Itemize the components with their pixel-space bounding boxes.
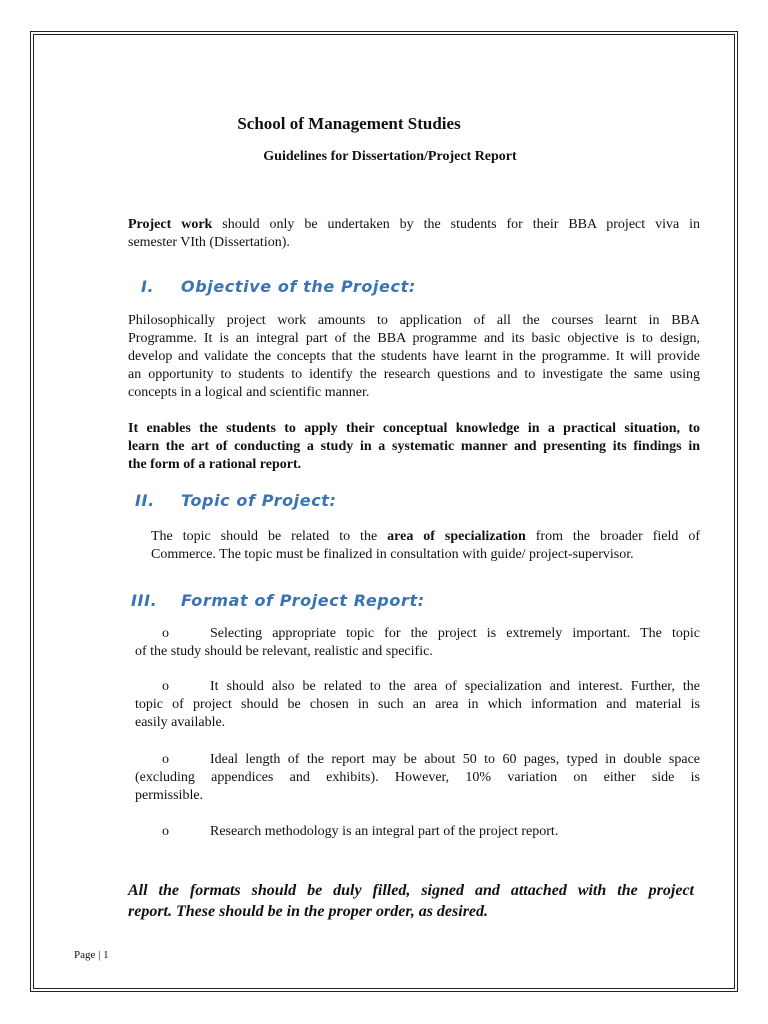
bullet-item	[162, 751, 700, 769]
bullet-line: (excluding appendices and exhibits). However, 10% variation on either side is	[135, 770, 700, 785]
section-2-line1-pre: The topic should be related to the	[151, 529, 388, 544]
section-1-line: Programme. It is an integral part of the BBA programme and its basic objective is to design,	[128, 331, 700, 346]
section-1-line: develop and validate the concepts that the students have learnt in the programme. It will provide	[128, 349, 700, 364]
section-1-number: I.	[141, 277, 155, 296]
bullet-line: Ideal length of the report may be about 50 to 60 pages, typed in double space	[210, 752, 700, 767]
bullet-item	[162, 678, 700, 696]
section-1-line: Philosophically project work amounts to application of all the courses learnt in BBA	[128, 313, 700, 328]
page-border-inner	[33, 34, 735, 989]
intro-lead: Project work	[128, 217, 213, 232]
closing-statement	[128, 880, 694, 922]
section-1-heading	[141, 277, 416, 296]
section-1-line: an opportunity to students to identify the research questions and to investigate the same using	[128, 367, 700, 382]
bullet-line: of the study should be relevant, realistic and specific.	[135, 644, 433, 659]
bullet-mark: o	[162, 679, 169, 694]
emphasis-line: learn the art of conducting a study in a systematic manner and presenting its findings in	[128, 439, 700, 454]
bullet-mark: o	[162, 626, 169, 641]
emphasis-line: It enables the students to apply their conceptual knowledge in a practical situation, to	[128, 421, 700, 436]
emphasis-line: the form of a rational report.	[128, 457, 302, 472]
section-3-number: III.	[131, 591, 158, 610]
section-1-title: Objective of the Project:	[181, 277, 416, 296]
section-1-paragraph	[128, 312, 700, 402]
section-1-emphasis	[128, 420, 700, 474]
section-2-paragraph	[151, 528, 700, 564]
section-2-number: II.	[135, 491, 155, 510]
bullet-item	[162, 625, 700, 643]
intro-paragraph	[128, 216, 700, 252]
bullet-line: It should also be related to the area of specialization and interest. Further, the	[210, 679, 700, 694]
bullet-line: Research methodology is an integral part of the project report.	[210, 824, 559, 839]
page-number: Page | 1	[74, 949, 109, 961]
bullet-mark: o	[162, 752, 169, 767]
section-2-title: Topic of Project:	[181, 491, 337, 510]
section-3-title: Format of Project Report:	[181, 591, 425, 610]
section-2-line1-post: from the broader field of	[525, 529, 700, 544]
bullet-line: Selecting appropriate topic for the project is extremely important. The topic	[210, 626, 700, 641]
bullet-item	[162, 823, 700, 841]
intro-line2: semester VIth (Dissertation).	[128, 235, 290, 250]
section-2-heading	[135, 491, 337, 510]
bullet-continuation	[135, 696, 700, 732]
document-title: School of Management Studies	[237, 114, 461, 133]
section-1-line: concepts in a logical and scientific manner.	[128, 385, 370, 400]
closing-line: All the formats should be duly filled, signed and attached with the project	[128, 882, 694, 899]
bullet-continuation	[135, 769, 700, 805]
bullet-continuation	[135, 643, 700, 661]
bullet-line: permissible.	[135, 788, 204, 803]
section-3-heading	[131, 591, 425, 610]
section-2-line2: Commerce. The topic must be finalized in consultation with guide/ project-supervisor.	[151, 547, 634, 562]
bullet-mark: o	[162, 824, 169, 839]
closing-line: report. These should be in the proper order, as desired.	[128, 903, 489, 920]
bullet-line: easily available.	[135, 715, 226, 730]
intro-line1: should only be undertaken by the students for their BBA project viva in	[212, 217, 701, 232]
bullet-line: topic of project should be chosen in such an area in which information and material is	[135, 697, 700, 712]
document-subtitle: Guidelines for Dissertation/Project Report	[263, 149, 517, 164]
section-2-bold: area of specialization	[387, 529, 526, 544]
